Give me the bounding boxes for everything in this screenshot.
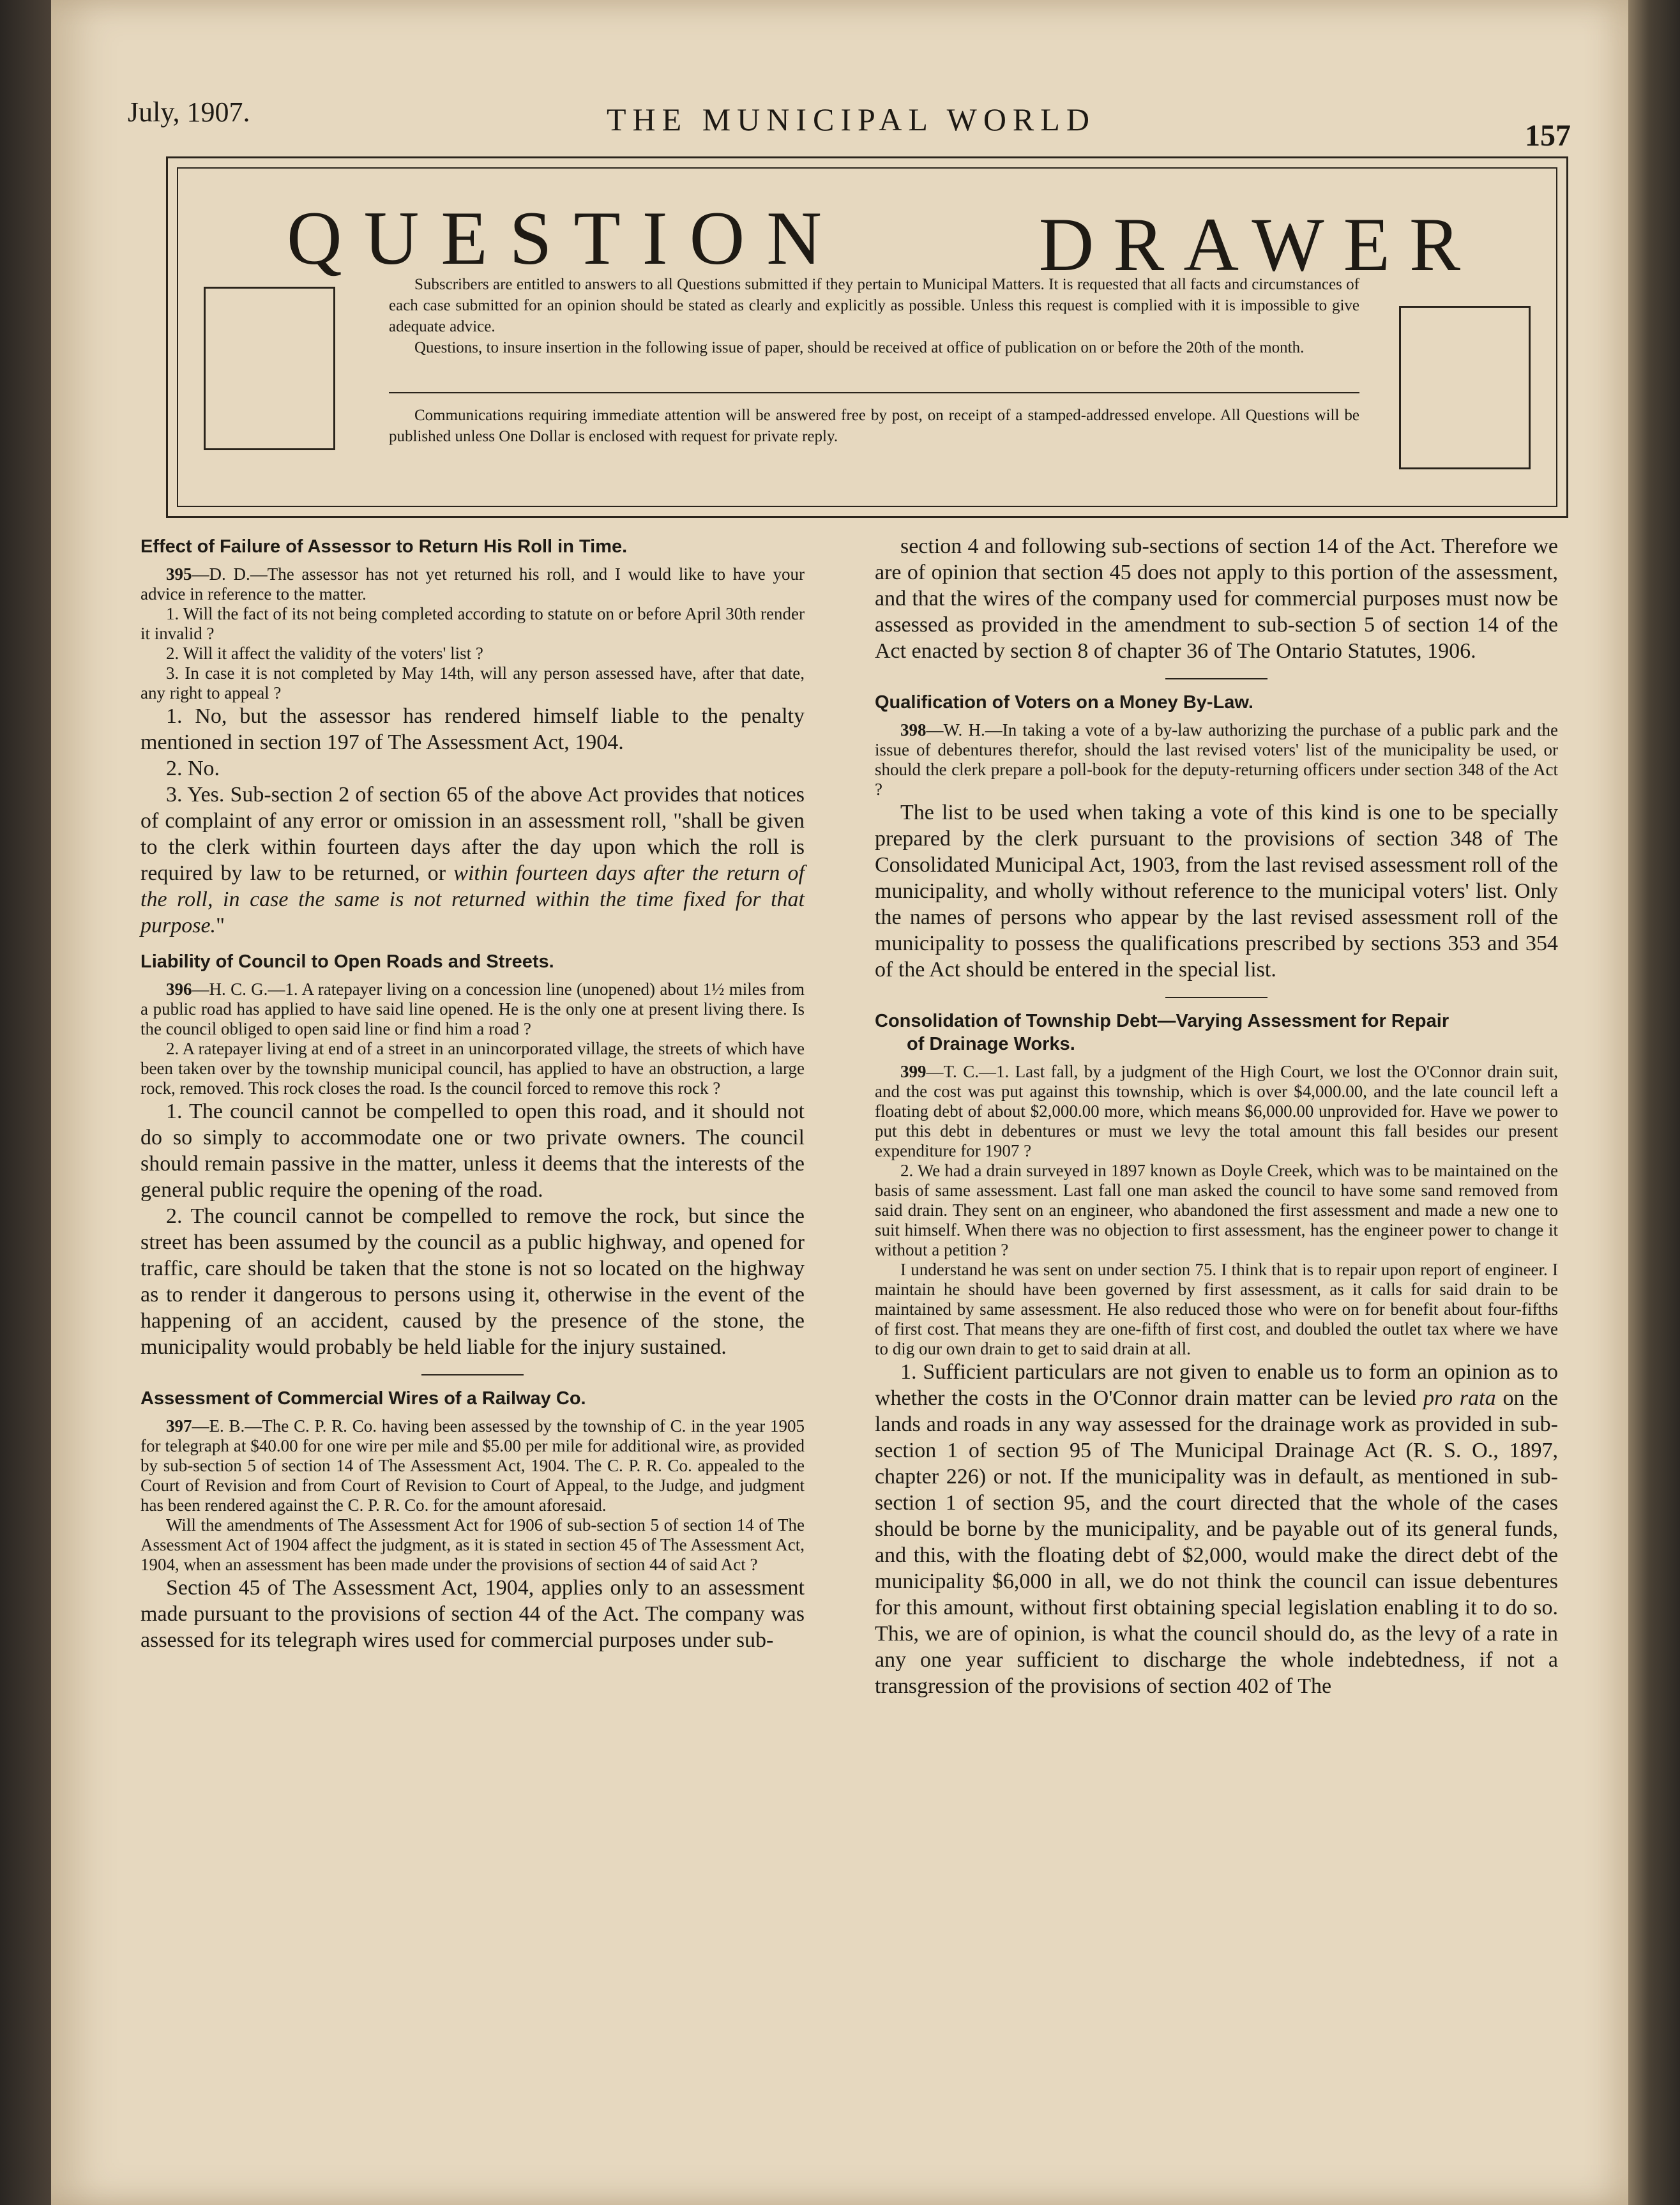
deadline-paragraph: Questions, to insure insertion in the following issue of paper, should be received at office of publication on or before the 20th of the month. <box>414 339 1305 356</box>
publication-title: THE MUNICIPAL WORLD <box>607 102 1096 137</box>
section-heading: Assessment of Commercial Wires of a Railway Co. <box>140 1388 586 1409</box>
right-column <box>875 533 1558 1699</box>
answer-part: 1. The council cannot be compelled to open this road, and it should not do so simply to accommodate one or two private owners. The council should remain passive in the matter, unless it deems that the interests of the general public require the opening of the road. <box>140 1100 805 1202</box>
question-399 <box>875 1062 1558 1161</box>
answer-part: 2. The council cannot be compelled to remove the rock, but since the street has been assumed by the council as a public highway, and opened for traffic, care should be taken that the stone is not so located on the highway as to render it dangerous to persons using it, otherwise in the event of the happening of an accident, caused by the presence of the stone, the municipality would probably be held liable for the injury sustained. <box>140 1204 805 1359</box>
question-396 <box>140 980 805 1039</box>
banner-inner-frame <box>177 167 1557 507</box>
question-part: Will the amendments of The Assessment Act for 1906 of sub-section 5 of section 14 of The Assessment Act of 1904 affect the judgment, as it is stated in section 45 of The Assessment Act, 1904, when an assessment has been made under the provisions of section 44 of said Act ? <box>140 1515 805 1574</box>
question-398 <box>875 720 1558 799</box>
subscriber-notice <box>389 274 1359 358</box>
answer-part <box>875 1359 1558 1699</box>
question-number: 397 <box>166 1416 192 1436</box>
answer-text: 3. Yes. Sub-section 2 of section 65 of the above Act provides that notices of complaint of any error or omission in an assessment roll, "shall be given to the clerk within fourteen days after the day upon which the roll is required by law to be returned, or <box>140 783 805 885</box>
question-text: —H. C. G.—1. A ratepayer living on a concession line (unopened) about 1½ miles from a public road has applied to have said line opened. He is the only one at present living there. Is the council obliged to open said line or find him a road ? <box>140 980 805 1038</box>
question-part: 3. In case it is not completed by May 14th, will any person assessed have, after that date, any right to appeal ? <box>140 663 805 702</box>
answer-text: on the lands and roads in any way assessed for the drainage work as provided in sub-section 1 of section 95 of The Municipal Drainage Act (R. S. O., 1897, chapter 226) or not. If the municipality was in default, as mentioned in sub-section 1 of section 95, and the court directed that the whole of the cases should be borne by the municipality, and be payable out of its general funds, and this, with the floating debt of $2,000, would make the direct debt of the municipality $6,000 in all, we do not think the council can issue debentures for this amount, without first obtaining special legislation enabling it to do so. This, we are of opinion, is what the council should do, as the levy of a rate in any one year sufficient to discharge the whole indebtedness, if not a transgression of the provisions of section 402 of The <box>875 1386 1558 1698</box>
banner-ornament-box-right <box>1399 306 1531 469</box>
closing-quote: " <box>216 914 225 937</box>
question-part: 2. We had a drain surveyed in 1897 known as Doyle Creek, which was to be maintained on the basis of same assessment. Last fall one man asked the council to have some sand removed from said drain. They sent on an engineer, who abandoned the first assessment and made a new one to suit himself. When there was no objection to first assessment, has the engineer power to change it without a petition ? <box>875 1161 1558 1259</box>
question-number: 395 <box>166 565 192 584</box>
question-number: 396 <box>166 980 192 999</box>
question-text: —W. H.—In taking a vote of a by-law authorizing the purchase of a public park and the issue of debentures therefor, should the last revised voters' list of the municipality be used, or should the clerk prepare a poll-book for the deputy-returning officers under section 348 of the Act ? <box>875 720 1558 799</box>
communications-paragraph: Communications requiring immediate attention will be answered free by post, on receipt of a stamped-addressed envelope. All Questions will be published unless One Dollar is enclosed with request for private reply. <box>389 407 1359 445</box>
book-spine <box>0 0 51 2205</box>
question-part: 1. Will the fact of its not being completed according to statute on or before April 30th render it invalid ? <box>140 604 805 643</box>
answer-part <box>140 782 805 939</box>
answer-part: 2. No. <box>166 757 220 780</box>
heading-line: Consolidation of Township Debt—Varying Assessment for Repair <box>875 1011 1449 1031</box>
question-number: 398 <box>900 720 927 739</box>
banner-title-drawer: DRAWER <box>1038 202 1479 287</box>
banner-ornament-box-left <box>204 287 335 450</box>
answer-text: 1. Sufficient particulars are not given to enable us to form an opinion as to whether the costs in the O'Connor drain matter can be levied <box>875 1360 1558 1410</box>
banner-divider <box>389 392 1359 393</box>
notice-paragraph: Subscribers are entitled to answers to all Questions submitted if they pertain to Municipal Matters. It is requested that all facts and circumstances of each case submitted for an opinion should be stated as clearly and explicitly as possible. Unless this request is complied with it is impossible to give adequate advice. <box>389 276 1359 335</box>
section-heading: Qualification of Voters on a Money By-Law. <box>875 692 1253 713</box>
section-heading: Liability of Council to Open Roads and Streets. <box>140 951 554 972</box>
heading-line: of Drainage Works. <box>907 1034 1075 1054</box>
question-number: 399 <box>900 1062 927 1081</box>
question-part: I understand he was sent on under section 75. I think that is to repair upon report of engineer. I maintain he should have been governed by first assessment, as it calls for said drain to be maintained by same assessment. He also reduced those who were on for benefit about four-fifths of first cost. That means they are one-fifth of first cost, and doubled the outlet tax where we have to dig our own drain to get to said drain at all. <box>875 1260 1558 1358</box>
issue-date: July, 1907. <box>128 96 250 128</box>
question-397 <box>140 1416 805 1515</box>
section-heading: Effect of Failure of Assessor to Return His Roll in Time. <box>140 536 628 557</box>
left-column <box>140 524 805 1653</box>
question-395 <box>140 565 805 604</box>
question-text: —E. B.—The C. P. R. Co. having been assessed by the township of C. in the year 1905 for telegraph at $40.00 for one wire per mile and $5.00 per mile for additional wire, as provided by sub-section 5 of section 14 of The Assessment Act, 1904. The C. P. R. Co. appealed to the Court of Revision and from Court of Revision to Court of Appeal, to the Judge, and judgment has been rendered against the C. P. R. Co. for the amount aforesaid. <box>140 1416 805 1515</box>
question-part: 2. A ratepayer living at end of a street in an unincorporated village, the streets of which have been taken over by the township municipal council, has applied to have an obstruction, a large rock, removed. This rock closes the road. Is the council forced to remove this rock ? <box>140 1039 805 1098</box>
section-separator <box>421 1374 524 1375</box>
answer-italic: pro rata <box>1423 1386 1496 1410</box>
question-part: 2. Will it affect the validity of the voters' list ? <box>166 644 483 663</box>
answer-part: Section 45 of The Assessment Act, 1904, applies only to an assessment made pursuant to the provisions of section 44 of the Act. The company was assessed for its telegraph wires used for commercial purposes under sub- <box>140 1576 805 1652</box>
question-text: —D. D.—The assessor has not yet returned his roll, and I would like to have your advice in reference to the matter. <box>140 565 805 603</box>
answer-continuation: section 4 and following sub-sections of section 14 of the Act. Therefore we are of opinion that section 45 does not apply to this portion of the assessment, and that the wires of the company used for commercial purposes must now be assessed as provided in the amendment to sub-section 5 of section 14 of the Act enacted by section 8 of chapter 36 of The Ontario Statutes, 1906. <box>875 534 1558 663</box>
page-number: 157 <box>1525 119 1571 153</box>
section-heading <box>875 1010 1558 1056</box>
communications-notice <box>389 405 1359 447</box>
question-text: —T. C.—1. Last fall, by a judgment of the High Court, we lost the O'Connor drain suit, and the cost was put against this township, which is over $4,000.00, and the late council left a floating debt of about $2,000.00 more, which means $6,000.00 unprovided for. Have we power to put this debt in debentures or must we levy the total amount this fall besides our present expenditure for 1907 ? <box>875 1062 1558 1160</box>
question-drawer-banner <box>166 156 1568 518</box>
section-separator <box>1165 997 1268 998</box>
banner-title-question: QUESTION <box>287 195 844 280</box>
answer-part: The list to be used when taking a vote of this kind is one to be specially prepared by the clerk pursuant to the provisions of section 348 of The Consolidated Municipal Act, 1903, from the last revised assessment roll of the municipality, and wholly without reference to the municipal voters' list. Only the names of persons who appear by the last revised assessment roll of the municipality to possess the qualifications prescribed by sections 353 and 354 of the Act should be entered in the special list. <box>875 801 1558 981</box>
answer-quotation-italic: within fourteen days after the return of the roll, in case the same is not returned within the time fixed for that purpose. <box>140 861 805 937</box>
answer-part: 1. No, but the assessor has rendered himself liable to the penalty mentioned in section 197 of The Assessment Act, 1904. <box>140 704 805 754</box>
running-head <box>128 89 1571 153</box>
section-separator <box>1165 678 1268 679</box>
page-edge <box>1628 0 1680 2205</box>
